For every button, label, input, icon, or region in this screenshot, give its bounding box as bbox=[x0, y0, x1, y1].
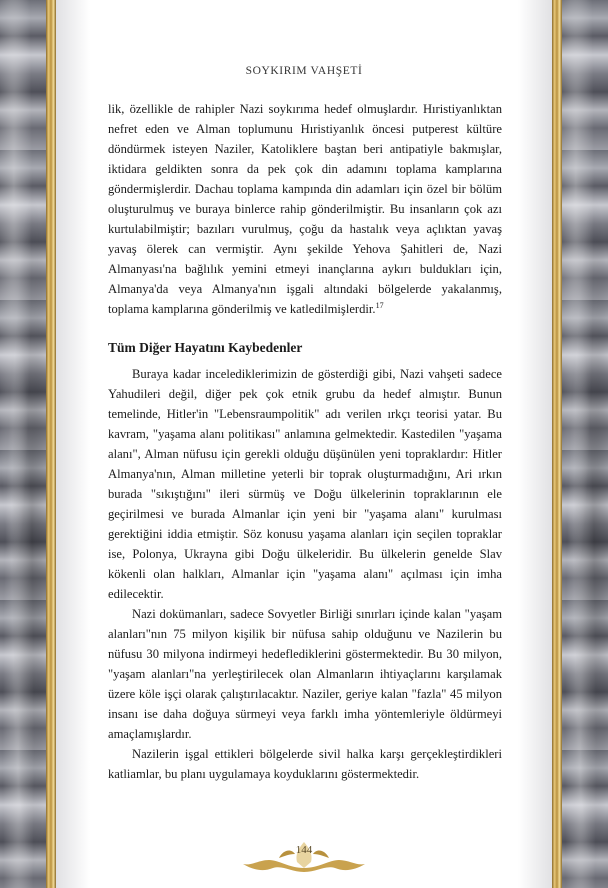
right-page-shadow bbox=[518, 0, 552, 888]
running-head: SOYKIRIM VAHŞETİ bbox=[245, 65, 363, 77]
left-marble-border bbox=[0, 0, 46, 888]
page-number: 144 bbox=[295, 844, 313, 856]
footnote-ref: 17 bbox=[375, 300, 384, 310]
paragraph-2: Buraya kadar incelediklerimizin de gösterdiği gibi, Nazi vahşeti sadece Yahudileri değil, diğer pek çok etnik grubu da hedef almıştır. Bunun temelinde, Hitler'in "Lebensraumpolitik" adı verilen ırkçı teorisi yatar. Bu kavram, "yaşama alanı politikası" anlamına gelmektedir. Kastedilen "yaşama alanı", Alman nüfusu için gerekli olduğu düşünülen yeni topraklardır: Hitler Almanya'nın, Alman milletine yeterli bir toprak oluşturmadığını, Ari ırkın burada "sıkıştığını" ileri sürmüş ve Doğu ülkelerinin topraklarının ele geçirilmesi ve burada Almanlar için yeni bir "yaşama alanı" kurulması gerektiğini iddia etmiştir. Söz konusu yaşama alanları için seçilen topraklar ise, Polonya, Ukrayna gibi Doğu ülkeleridir. Bu ülkelerin genelde Slav kökenli olan halkları, Almanlar için "yaşama alanı" açılması için imha edilecektir. bbox=[108, 367, 502, 601]
paragraph-4: Nazilerin işgal ettikleri bölgelerde sivil halka karşı gerçekleştirdikleri katliamlar, bu planı uygulamaya koyduklarını göstermektedir. bbox=[108, 747, 502, 781]
page-footer bbox=[0, 838, 608, 878]
paragraph-1-text: lik, özellikle de rahipler Nazi soykırıma hedef olmuşlardır. Hıristiyanlıktan nefret eden ve Alman toplumunu Hıristiyanlık öncesi putperest kültüre döndürmek isteyen Naziler, Katoliklere baştan beri antipatiyle bakmışlar, iktidara geldikten sonra da pek çok din adamını toplama kamplarına göndermişlerdir. Dachau toplama kampında din adamları için özel bir bölüm oluşturulmuş ve buraya binlerce rahip gönderilmiştir. Bu insanların çok azı kurtulabilmiştir; bazıları vurulmuş, çoğu da hastalık veya açlıktan yavaş yavaş ölerek can vermiştir. Aynı şekilde Yehova Şahitleri de, Nazi Almanyası'na bağlılık yemini etmeyi inançlarına aykırı buldukları için, Almanya'da veya Almanya'nın işgali altındaki bölgelerde yakalanmış, toplama kamplarına gönderilmiş ve katledilmişlerdir. bbox=[108, 102, 502, 316]
page-body bbox=[108, 99, 502, 784]
right-gold-pillar bbox=[552, 0, 562, 888]
section-heading: Tüm Diğer Hayatını Kaybedenler bbox=[108, 340, 303, 355]
paragraph-1 bbox=[108, 99, 502, 319]
right-marble-border bbox=[562, 0, 608, 888]
left-page-shadow bbox=[56, 0, 90, 888]
left-gold-pillar bbox=[46, 0, 56, 888]
paragraph-3: Nazi dokümanları, sadece Sovyetler Birliği sınırları içinde kalan "yaşam alanları"nın 75 milyon kişilik bir nüfusa sahip olduğunu ve Nazilerin bu nüfusu 30 milyona indirmeyi hedeflediklerini göstermektedir. Bu 30 milyon, "yaşam alanları"na yerleştirilecek olan Almanların ihtiyaçlarını karşılamak üzere köle işçi olarak çalıştırılacaktır. Naziler, geriye kalan "fazla" 45 milyon insanı ise daha doğuya sürmeyi veya farklı imha yöntemleriyle öldürmeyi amaçlamışlardır. bbox=[108, 607, 502, 741]
